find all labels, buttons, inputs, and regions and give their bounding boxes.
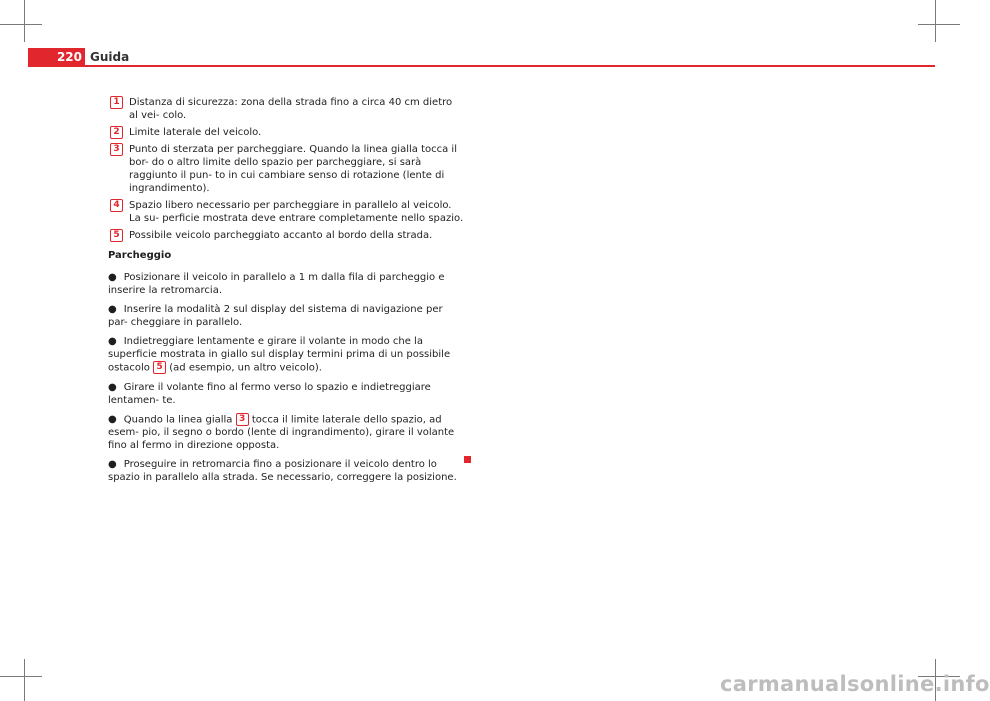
callout-number-badge: 2 xyxy=(110,126,123,139)
legend-item xyxy=(108,143,464,195)
bullet-item xyxy=(108,335,464,375)
bullet-text: Girare il volante fino al fermo verso lo spazio e indietreggiare lentamen- te. xyxy=(108,381,431,406)
callout-number-badge: 3 xyxy=(110,143,123,156)
legend-text: Limite laterale del veicolo. xyxy=(129,127,262,138)
bullet-dot: ● xyxy=(108,381,117,393)
crop-mark xyxy=(24,0,25,42)
bullet-dot: ● xyxy=(108,459,117,470)
bullet-dot: ● xyxy=(108,304,117,315)
page-content xyxy=(108,96,464,490)
bullet-dot: ● xyxy=(108,272,117,283)
bullet-dot: ● xyxy=(108,336,117,347)
page-title: Guida xyxy=(90,50,130,64)
bullet-text: Inserire la modalità 2 sul display del sistema di navigazione per par- cheggiare in parallelo. xyxy=(108,304,443,328)
callout-reference-badge: 5 xyxy=(153,361,166,374)
bullet-dot: ● xyxy=(108,414,117,425)
bullet-item xyxy=(108,381,464,407)
bullet-text: tocca il limite laterale dello spazio, ad esem- pio, il segno o bordo (lente di ingrandimento), girare il volante fino al fermo in direzione opposta. xyxy=(108,414,455,451)
bullet-text: Proseguire in retromarcia fino a posizionare il veicolo dentro lo spazio in parallelo alla strada. Se necessario, correggere la posizione. xyxy=(108,459,457,483)
bullet-text: Indietreggiare lentamente e girare il volante in modo che la superficie mostrata in giallo sul display termini prima di un possibile ostacolo xyxy=(108,336,451,374)
bullet-text: (ad esempio, un altro veicolo). xyxy=(169,362,322,374)
crop-mark xyxy=(0,676,42,677)
page-number: 220 xyxy=(28,48,85,67)
section-title: Parcheggio xyxy=(108,250,172,261)
callout-number-badge: 5 xyxy=(110,229,123,242)
legend-text: Distanza di sicurezza: zona della strada fino a circa 40 cm dietro al vei- colo. xyxy=(129,97,453,121)
bullet-text: Posizionare il veicolo in parallelo a 1 m dalla fila di parcheggio e inserire la retromarcia. xyxy=(108,272,445,296)
end-of-section-mark xyxy=(464,456,471,463)
legend-item xyxy=(108,96,464,122)
legend-text: Possibile veicolo parcheggiato accanto al bordo della strada. xyxy=(129,230,433,241)
callout-number-badge: 1 xyxy=(110,96,123,109)
bullet-item xyxy=(108,303,464,329)
crop-mark xyxy=(0,24,42,25)
crop-mark xyxy=(935,0,936,42)
bullet-item xyxy=(108,271,464,297)
legend-item xyxy=(108,229,464,242)
legend-list xyxy=(108,96,464,242)
callout-reference-badge: 3 xyxy=(236,413,249,426)
bullet-item xyxy=(108,458,464,484)
bullet-list xyxy=(108,271,464,484)
legend-text: Punto di sterzata per parcheggiare. Quando la linea gialla tocca il bor- do o altro limite dello spazio per parcheggiare, si sarà raggiunto il pun- to in cui cambiare senso di rotazione (lente di ingrandimento). xyxy=(129,144,457,194)
legend-text: Spazio libero necessario per parcheggiare in parallelo al veicolo. La su- perficie mostrata deve entrare completamente nello spazio. xyxy=(129,200,464,224)
callout-number-badge: 4 xyxy=(110,199,123,212)
watermark: carmanualsonline.info xyxy=(720,672,990,696)
header-divider xyxy=(85,65,935,67)
bullet-text: Quando la linea gialla xyxy=(123,414,233,425)
bullet-item xyxy=(108,413,464,453)
crop-mark xyxy=(24,659,25,701)
legend-item xyxy=(108,199,464,225)
legend-item xyxy=(108,126,464,139)
crop-mark xyxy=(918,24,960,25)
